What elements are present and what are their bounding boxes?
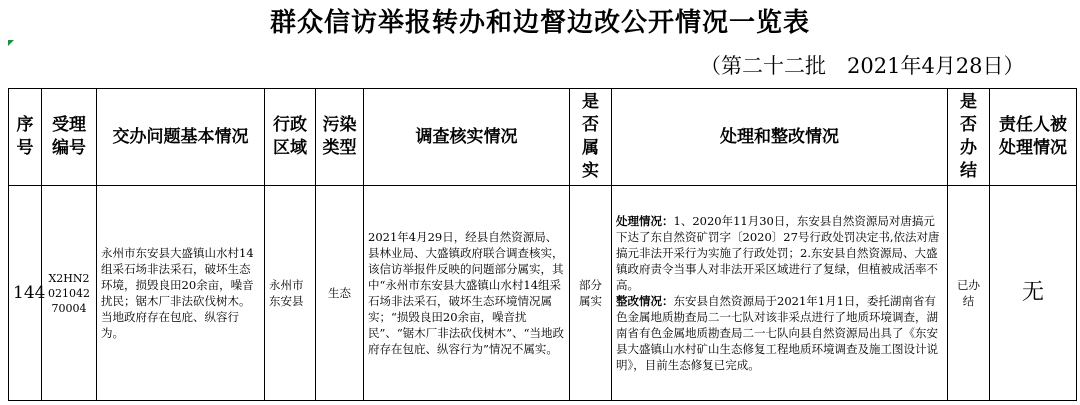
report-table	[8, 88, 1077, 401]
header-verified: 是否属实	[570, 89, 612, 186]
handling-label: 处理情况：	[616, 214, 674, 228]
rectify-text: 东安县自然资源局于2021年1月1日，委托湖南省有色金属地质勘查局二一七队对该非采点进行了地质环境调查，湖南省有色金属地质勘查局二一七队向县自然资源局出具了《东安县大盛镇山水村矿山生态修复工程地质环境调查及施工图设计说明》，目前生态修复已完成。	[616, 294, 938, 372]
cell-marker-icon	[8, 40, 14, 46]
header-closed: 是否办结	[948, 89, 990, 186]
cell-region: 永州市东安县	[265, 186, 316, 401]
cell-closed: 已办结	[948, 186, 990, 401]
header-problem: 交办问题基本情况	[97, 89, 265, 186]
header-accountability: 责任人被处理情况	[990, 89, 1077, 186]
cell-seq: 144	[9, 186, 42, 401]
table-row	[9, 186, 1077, 401]
header-seq: 序号	[9, 89, 42, 186]
cell-verified: 部分属实	[570, 186, 612, 401]
header-pollution: 污染类型	[316, 89, 364, 186]
header-handling: 处理和整改情况	[612, 89, 948, 186]
cell-handling	[612, 186, 948, 401]
handling-text: 1、2020年11月30日，东安县自然资源局对唐搞元下达了东自然资矿罚字〔2020〕27号行政处罚决定书,依法对唐搞元非法开采行为实施了行政处罚；2.东安县自然资源局、大盛镇政府责令当事人对非法开采区域进行了复绿，但植被成活率不高。	[616, 214, 940, 292]
batch-info	[0, 47, 1080, 85]
rectify-label: 整改情况：	[616, 294, 674, 308]
rectify-block	[616, 293, 943, 373]
handling-block	[616, 213, 943, 293]
batch-date: （第二十二批 2021年4月28日）	[700, 54, 1025, 78]
cell-investigation: 2021年4月29日，经县自然资源局、县林业局、大盛镇政府联合调查核实，该信访举报件反映的问题部分属实，其中“永州市东安县大盛镇山水村14组采石场非法采石，破坏生态环境情况属实；“损毁良田20余亩，噪音扰民”、“锯木厂非法砍伐树木”、“当地政府存在包庇、纵容行为”情况不属实。	[364, 186, 570, 401]
header-code: 受理编号	[42, 89, 97, 186]
cell-problem: 永州市东安县大盛镇山水村14组采石场非法采石，破坏生态环境，损毁良田20余亩，噪音扰民；锯木厂非法砍伐树木。当地政府存在包庇、纵容行为。	[97, 186, 265, 401]
cell-code: X2HN202104270004	[42, 186, 97, 401]
table-header-row	[9, 89, 1077, 186]
cell-accountability: 无	[990, 186, 1077, 401]
header-investigation: 调查核实情况	[364, 89, 570, 186]
cell-pollution: 生态	[316, 186, 364, 401]
page-title: 群众信访举报转办和边督边改公开情况一览表	[269, 8, 810, 38]
header-region: 行政区域	[265, 89, 316, 186]
